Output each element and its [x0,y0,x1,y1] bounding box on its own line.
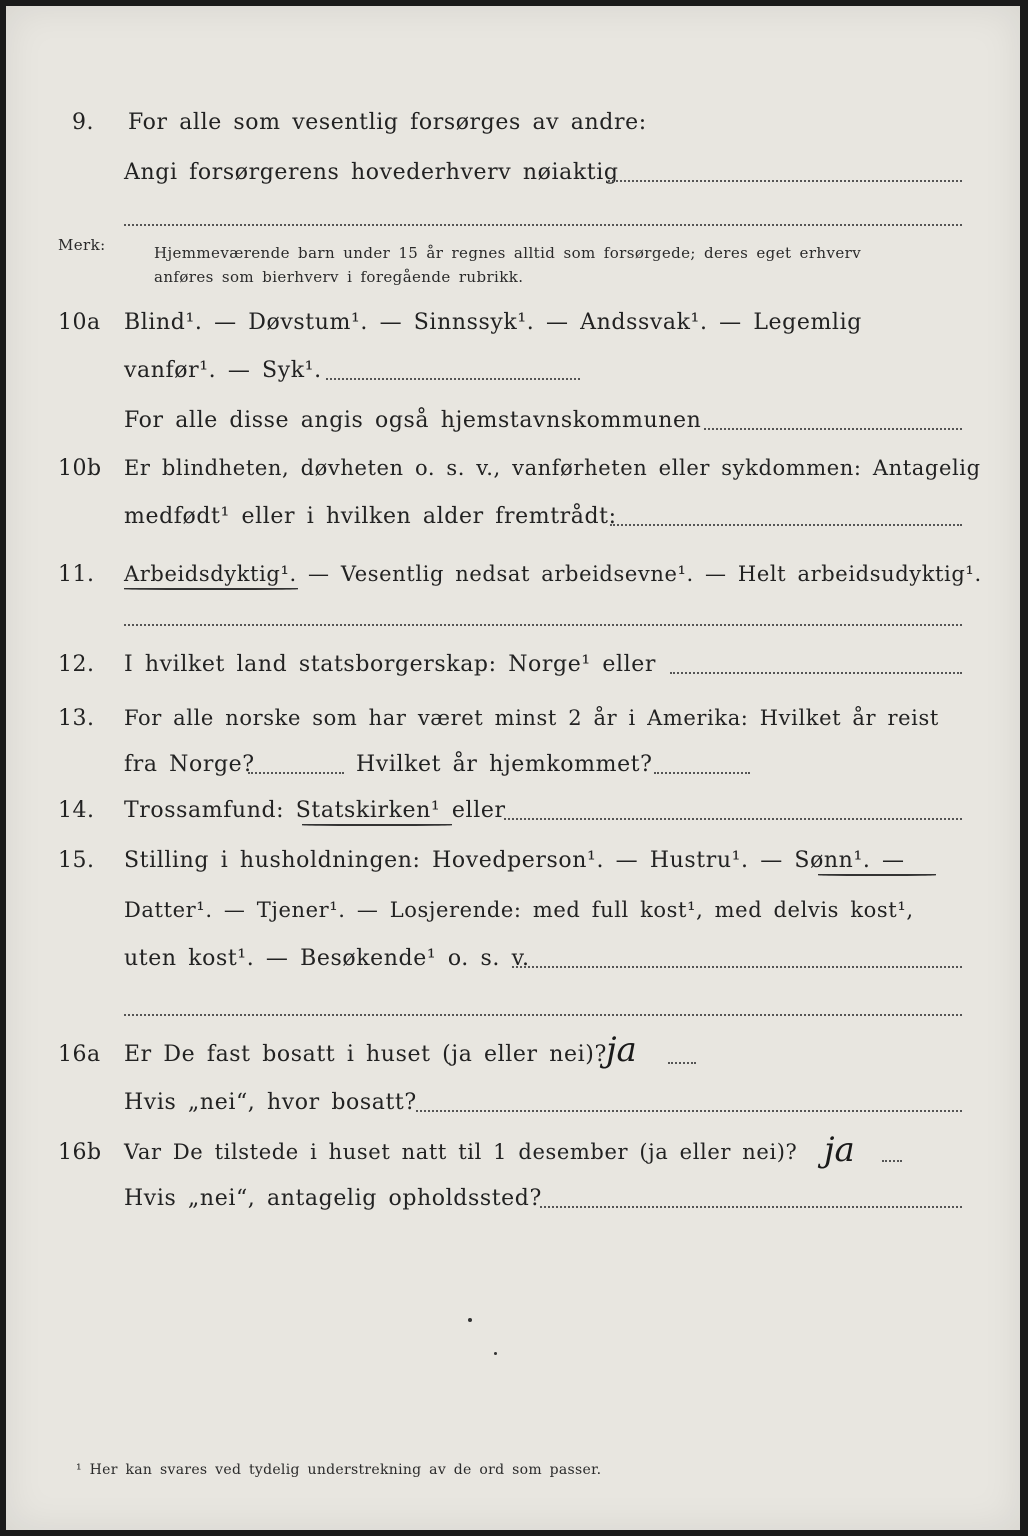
q12-line1: I hvilket land statsborgerskap: Norge¹ eller [124,652,656,677]
ink-mark [468,1318,472,1322]
q10b-answer-field[interactable] [610,524,962,526]
q12-number: 12. [58,652,95,677]
q15-answer-field[interactable] [512,966,962,968]
q11-number: 11. [58,562,95,587]
q15-extra-line[interactable] [124,1014,962,1016]
q10a-syk-field[interactable] [326,378,580,380]
q13-line1: For alle norske som har været minst 2 år i Amerika: Hvilket år reist [124,706,939,730]
q10a-line1: Blind¹. — Døvstum¹. — Sinnssyk¹. — Andssvak¹. — Legemlig [124,310,862,335]
q16b-number: 16b [58,1140,102,1165]
q16b-line1: Var De tilstede i huset natt til 1 desember (ja eller nei)? [124,1140,798,1164]
q10b-number: 10b [58,456,102,481]
q16a-line1: Er De fast bosatt i huset (ja eller nei)? [124,1042,607,1067]
q16b-answer-field[interactable] [882,1160,902,1162]
merk-line1: Hjemmeværende barn under 15 år regnes alltid som forsørgede; deres eget erhverv [154,244,862,262]
q13-hjemkommet-field[interactable] [654,772,750,774]
ink-mark [494,1352,497,1355]
q16b-line2: Hvis „nei“, antagelig opholdssted? [124,1186,542,1211]
q16a-number: 16a [58,1042,101,1067]
q10a-line2: vanfør¹. — Syk¹. [124,358,322,383]
q13-reist-field[interactable] [248,772,344,774]
q14-underline [302,824,452,826]
q14-line1: Trossamfund: Statskirken¹ eller [124,798,506,823]
q10a-kommune-field[interactable] [704,428,962,430]
q10a-line3: For alle disse angis også hjemstavnskommunen [124,408,702,433]
q10a-number: 10a [58,310,101,335]
q16a-handwritten-answer: ja [606,1030,637,1070]
q11-extra-line[interactable] [124,624,962,626]
q14-number: 14. [58,798,95,823]
q13-number: 13. [58,706,95,731]
q9-extra-line[interactable] [124,224,962,226]
q15-underline [818,874,936,876]
q16a-bosatt-field[interactable] [416,1110,962,1112]
q15-line1: Stilling i husholdningen: Hovedperson¹. — Hustru¹. — Sønn¹. — [124,848,905,873]
q9-line1: For alle som vesentlig forsørges av andre: [128,110,647,135]
q15-number: 15. [58,848,95,873]
q13-line2b: Hvilket år hjemkommet? [356,752,653,777]
merk-line2: anføres som bierhverv i foregående rubrikk. [154,268,524,286]
q9-line2: Angi forsørgerens hovederhverv nøiaktig [124,160,619,185]
footnote: ¹ Her kan svares ved tydelig understrekning av de ord som passer. [76,1462,602,1478]
q15-line2: Datter¹. — Tjener¹. — Losjerende: med full kost¹, med delvis kost¹, [124,898,914,922]
q10b-line1: Er blindheten, døvheten o. s. v., vanførheten eller sykdommen: Antagelig [124,456,981,480]
q16a-answer-field[interactable] [668,1062,696,1064]
form-page [6,6,1020,1530]
q16b-opholdssted-field[interactable] [540,1206,962,1208]
q13-line2a: fra Norge? [124,752,255,777]
q11-underline [124,588,298,590]
q10b-line2: medfødt¹ eller i hvilken alder fremtrådt: [124,504,617,529]
q12-answer-field[interactable] [670,672,962,674]
q9-number: 9. [72,110,94,135]
q16b-handwritten-answer: ja [824,1130,855,1170]
q16a-line2: Hvis „nei“, hvor bosatt? [124,1090,417,1115]
q14-answer-field[interactable] [504,818,962,820]
merk-label: Merk: [58,236,106,254]
q15-line3: uten kost¹. — Besøkende¹ o. s. v. [124,946,530,971]
q11-line1: Arbeidsdyktig¹. — Vesentlig nedsat arbeidsevne¹. — Helt arbeidsudyktig¹. [124,562,982,586]
q9-answer-field[interactable] [608,180,962,182]
